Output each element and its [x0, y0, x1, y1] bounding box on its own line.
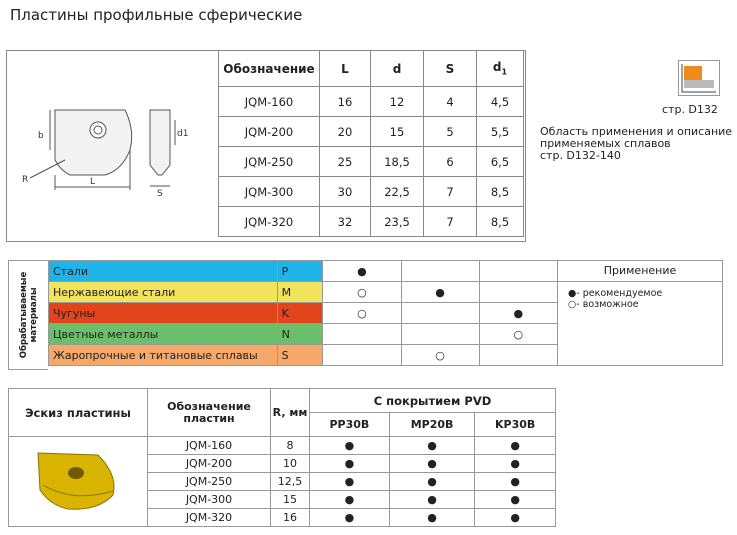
grades-table: [8, 388, 556, 527]
material-row-s: Жаропрочные и титановые сплавы S ○: [49, 345, 558, 366]
table-row: JQM-200 20 15 5 5,5: [219, 117, 524, 147]
legend-possible: ○- возможное: [568, 299, 639, 310]
legend-recommended: ●- рекомендуемое: [568, 288, 663, 299]
dim-label-r: R: [22, 175, 29, 185]
materials-table: [48, 260, 558, 366]
dim-label-b: b: [38, 131, 44, 141]
dimensions-table: [218, 50, 524, 237]
col-header-mp20b: MP20B: [389, 413, 474, 437]
sketch-cell: [9, 437, 148, 527]
material-row-p: Стали P ●: [49, 261, 558, 282]
table-row: JQM-300 15 ● ● ●: [9, 491, 556, 509]
page-title: Пластины профильные сферические: [10, 6, 303, 24]
insert-drawing: [10, 90, 210, 200]
table-row: JQM-160 8 ● ● ●: [9, 437, 556, 455]
col-header-radius: R, мм: [271, 389, 310, 437]
table-row: JQM-250 25 18,5 6 6,5: [219, 147, 524, 177]
table-row: JQM-300 30 22,5 7 8,5: [219, 177, 524, 207]
application-legend: [557, 260, 723, 366]
col-header-l: L: [320, 51, 371, 87]
insert-hole: [90, 122, 106, 138]
col-header-d1: $d_1$: [477, 51, 524, 87]
application-area-icon: [678, 60, 720, 96]
dim-label-s: S: [157, 189, 163, 199]
col-header-d: d: [371, 51, 424, 87]
table-row: JQM-320 32 23,5 7 8,5: [219, 207, 524, 237]
table-row: JQM-320 16 ● ● ●: [9, 509, 556, 527]
insert-body-outline: [55, 110, 132, 175]
table-row: JQM-250 12,5 ● ● ●: [9, 473, 556, 491]
col-group-pvd: С покрытием PVD: [310, 389, 556, 413]
col-header-pp30b: PP30B: [310, 413, 390, 437]
col-header-designation: Обозначение пластин: [148, 389, 271, 437]
ref-page-link[interactable]: стр. D132: [662, 103, 718, 116]
table-row: JQM-160 16 12 4 4,5: [219, 87, 524, 117]
insert-sketch-image: [28, 445, 128, 515]
col-header-s: S: [424, 51, 477, 87]
table-row: JQM-200 10 ● ● ●: [9, 455, 556, 473]
material-row-n: Цветные металлы N ○: [49, 324, 558, 345]
col-header-sketch: Эскиз пластины: [9, 389, 148, 437]
col-header-designation: Обозначение: [219, 51, 320, 87]
material-row-m: Нержавеющие стали M ○ ●: [49, 282, 558, 303]
ref-description: Область применения и описание применяемых сплавов стр. D132-140: [540, 125, 733, 162]
materials-side-label: Обрабатываемые материалы: [8, 260, 48, 370]
ref-pages-link[interactable]: стр. D132-140: [540, 149, 621, 162]
dim-label-d1: d1: [177, 129, 189, 139]
legend-title: Применение: [558, 261, 722, 282]
material-row-k: Чугуны K ○ ●: [49, 303, 558, 324]
dim-label-l: L: [90, 177, 96, 187]
col-header-kp30b: KP30B: [475, 413, 556, 437]
